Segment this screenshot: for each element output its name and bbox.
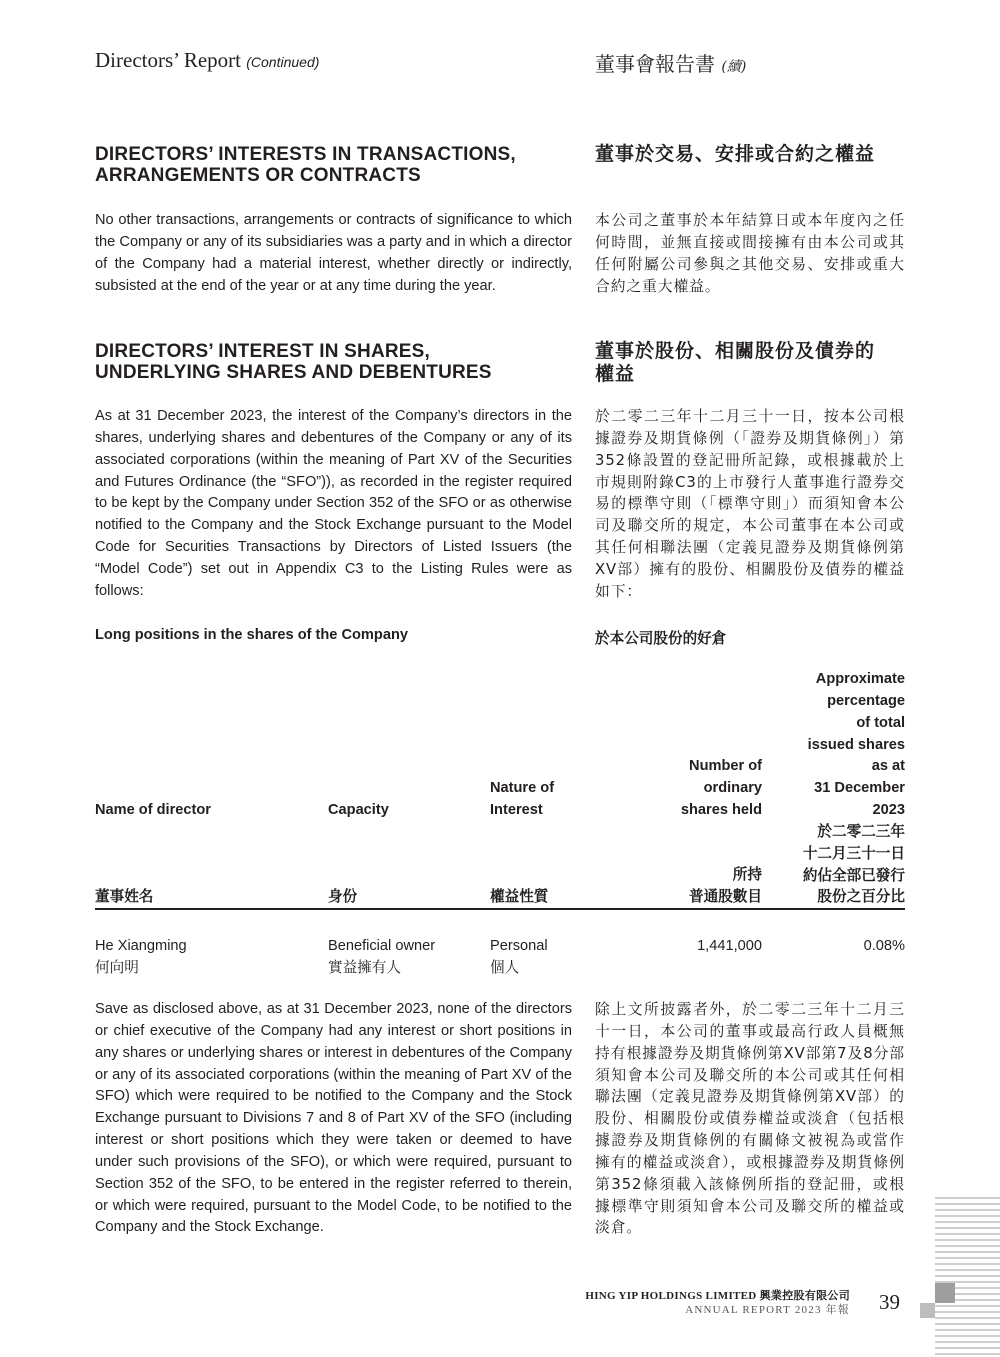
th-capacity-en: Capacity xyxy=(328,802,389,818)
section2-heading-zh xyxy=(595,340,905,386)
cell-name-en: He Xiangming xyxy=(95,938,187,954)
decorative-stripes xyxy=(935,1197,1000,1357)
section2-heading-zh-line1: 董事於股份、相關股份及債券的 xyxy=(595,341,876,362)
th-pct-en-line2: percentage xyxy=(827,692,905,709)
th-pct-en-line5: as at xyxy=(871,758,905,775)
th-pct-en xyxy=(745,669,905,909)
cell-capacity-en: Beneficial owner xyxy=(328,938,436,954)
cell-capacity xyxy=(328,936,435,980)
th-nature-en xyxy=(490,778,554,822)
header-title-en xyxy=(95,48,319,73)
th-shares-en-line3: shares held xyxy=(680,801,762,818)
th-pct-zh-line1: 於二零二三年 xyxy=(817,823,905,840)
section1-body-en: No other transactions, arrangements or contracts of significance to which the Company or any of its subsidiaries was a party and in which a director of the Company had a material interest, whether directly or indirectly, subsisted at the end of the year or at any time during the year. xyxy=(95,212,572,294)
footer-company: HING YIP HOLDINGS LIMITED 興業控股有限公司 xyxy=(585,1290,850,1302)
decorative-square-light xyxy=(920,1303,935,1318)
page-number: 39 xyxy=(879,1290,900,1314)
table-header-rule xyxy=(95,908,905,910)
header-continued-en: (Continued) xyxy=(246,54,320,70)
th-pct-zh-line3: 約佔全部已發行 xyxy=(802,867,905,884)
th-pct-en-line4: issued shares xyxy=(807,736,905,753)
cell-name-zh: 何向明 xyxy=(95,959,139,976)
subheading-en: Long positions in the shares of the Company xyxy=(95,627,408,643)
section1-heading-en-line1: DIRECTORS’ INTERESTS IN TRANSACTIONS, xyxy=(95,144,516,165)
th-shares-zh-line2: 普通股數目 xyxy=(689,888,762,905)
th-capacity-zh: 身份 xyxy=(328,889,358,905)
th-nature-en-line2: Interest xyxy=(490,801,543,818)
subheading-zh: 於本公司股份的好倉 xyxy=(595,631,727,647)
th-nature-en-line1: Nature of xyxy=(490,780,555,796)
section2-heading-zh-line2: 權益 xyxy=(595,364,636,385)
cell-nature xyxy=(490,936,548,980)
section2-heading-en-line2: UNDERLYING SHARES AND DEBENTURES xyxy=(95,362,492,383)
th-pct-en-line7: 2023 xyxy=(872,802,905,819)
section1-heading-en xyxy=(95,144,575,186)
closing-body-zh: 除上文所披露者外，於二零二三年十二月三十一日，本公司的董事或最高行政人員概無持有根據證券及期貨條例第XV部第7及8分部須知會本公司及聯交所的本公司或其任何相聯法團（定義見證券及期貨條例第XV部）的股份、相關股份或債券權益或淡倉（包括根據證券及期貨條例的有關條文被視為或當作擁有的權益或淡倉），或根據證券及期貨條例第352條須載入該條例所指的登記冊，或根據標準守則須知會本公司及聯交所的權益或淡倉。 xyxy=(595,1001,905,1237)
section1-heading-zh: 董事於交易、安排或合約之權益 xyxy=(595,144,876,165)
th-shares-zh xyxy=(600,865,762,909)
section2-heading-en xyxy=(95,341,575,383)
th-pct-zh-line4: 股份之百分比 xyxy=(817,889,905,906)
th-pct-en-line1: Approximate xyxy=(815,671,905,687)
cell-nature-zh: 個人 xyxy=(490,959,520,976)
cell-pct: 0.08% xyxy=(863,938,905,954)
header-title-en-text: Directors’ Report xyxy=(95,48,241,72)
section2-body-zh: 於二零二三年十二月三十一日，按本公司根據證券及期貨條例（「證券及期貨條例」）第352條設置的登記冊所記錄，或根據載於上市規則附錄C3的上市發行人董事進行證券交易的標準守則（「標準守則」）而須知會本公司及聯交所的規定，本公司董事在本公司或其任何相聯法團（定義見證券及期貨條例第XV部）擁有的股份、相關股份及債券的權益如下： xyxy=(595,408,905,600)
closing-body-en: Save as disclosed above, as at 31 December 2023, none of the directors or chief executive of the Company had any interest or short positions in any shares or underlying shares or interest in debentures of the Company or any of its associated corporations (within the meaning of Part XV of the SFO) which were required to be notified to the Company and the Stock Exchange pursuant to Divisions 7 and 8 of Part XV of the SFO (including interest or short positions which they were taken or deemed to have under such provisions of the SFO), or which were required, pursuant to Section 352 of the SFO, to be entered in the register referred to therein, or which were required, pursuant to the Model Code, to be notified to the Company and the Stock Exchange. xyxy=(95,1001,572,1236)
th-nature-zh: 權益性質 xyxy=(490,889,549,905)
header-title-zh xyxy=(595,48,746,77)
th-name-zh: 董事姓名 xyxy=(95,889,154,905)
th-pct-en-line3: of total xyxy=(856,714,905,731)
header-continued-zh: (續) xyxy=(721,59,747,75)
th-shares-zh-line1: 所持 xyxy=(732,867,762,883)
th-shares-en xyxy=(600,756,762,822)
decorative-square-dark xyxy=(935,1283,955,1303)
section1-heading-en-line2: ARRANGEMENTS OR CONTRACTS xyxy=(95,165,421,186)
table-row xyxy=(95,936,187,980)
th-shares-en-line1: Number of xyxy=(689,758,762,774)
header-title-zh-text: 董事會報告書 xyxy=(595,52,715,76)
th-name-en: Name of director xyxy=(95,802,211,818)
cell-nature-en: Personal xyxy=(490,938,548,954)
cell-capacity-zh: 實益擁有人 xyxy=(328,959,401,976)
th-shares-en-line2: ordinary xyxy=(703,779,762,796)
th-pct-en-line6: 31 December xyxy=(814,780,905,797)
th-pct-zh-line2: 十二月三十一日 xyxy=(802,845,905,862)
section2-body-en: As at 31 December 2023, the interest of the Company’s directors in the shares, underlying shares and debentures of the Company or any of its associated corporations (within the meaning of Part XV of the Securities and Futures Ordinance (the “SFO”)), as recorded in the register required to be kept by the Company under Section 352 of the SFO or as otherwise notified to the Company and the Stock Exchange pursuant to the Model Code for Securities Transactions by Directors of Listed Issuers (the “Model Code”) set out in Appendix C3 to the Listing Rules were as follows: xyxy=(95,408,572,599)
section1-body-zh: 本公司之董事於本年結算日或本年度內之任何時間，並無直接或間接擁有由本公司或其任何附屬公司參與之其他交易、安排或重大合約之重大權益。 xyxy=(595,212,905,295)
footer-report: ANNUAL REPORT 2023 年報 xyxy=(685,1304,850,1316)
section2-heading-en-line1: DIRECTORS’ INTEREST IN SHARES, xyxy=(95,341,431,362)
cell-shares: 1,441,000 xyxy=(697,938,762,954)
